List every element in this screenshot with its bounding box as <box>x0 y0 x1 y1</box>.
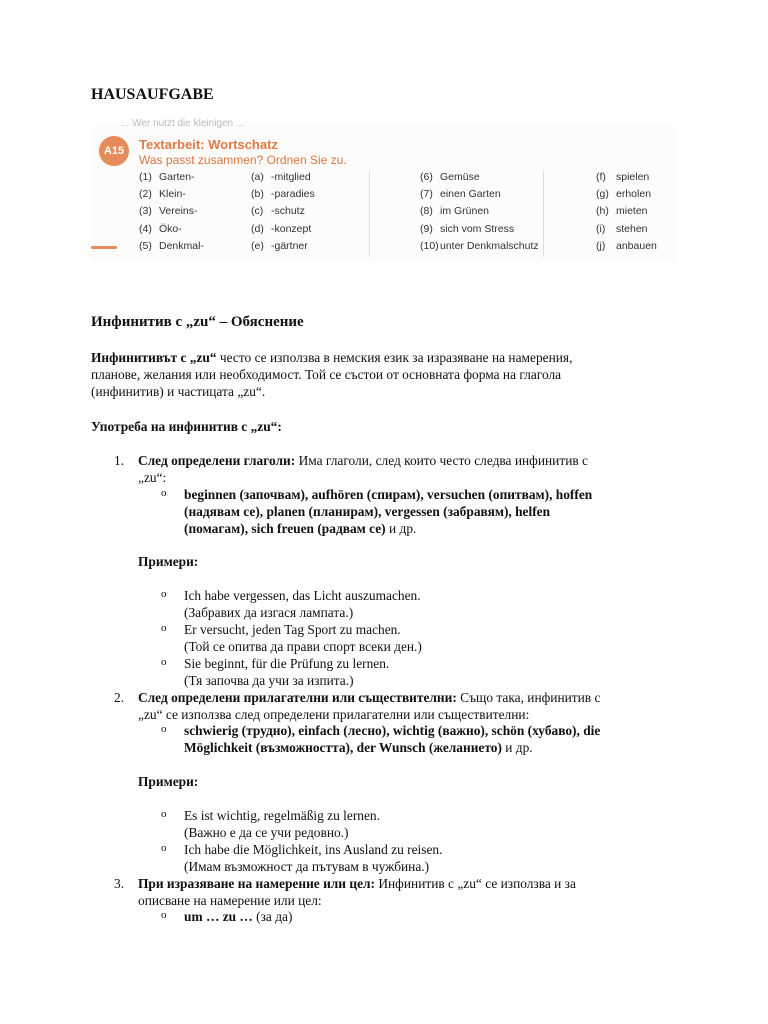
exercise-row: (10)unter Denkmalschutz <box>420 239 539 252</box>
list-item: След определени глаголи: Има глаголи, след които често следва инфинитив с „zu“: <box>138 453 588 485</box>
example-item: Er versucht, jeden Tag Sport zu machen. (Той се опитва да прави спорт всеки ден.) <box>184 622 422 654</box>
example-item: Es ist wichtig, regelmäßig zu lernen. (Важно е да се учи редовно.) <box>184 808 380 840</box>
example-item: Ich habe vergessen, das Licht auszumachen. (Забравих да изгася лампата.) <box>184 588 421 620</box>
exercise-row: (5) Denkmal- <box>139 239 204 252</box>
example-item: Ich habe die Möglichkeit, ins Ausland zu reisen. (Имам възможност да пътувам в чужбина.) <box>184 842 443 874</box>
bullet: o <box>161 909 167 921</box>
list-item: При изразяване на намерение или цел: Инфинитив с „zu“ се използва и за описване на намерение или цел: <box>138 876 576 908</box>
exercise-col-2 <box>251 171 315 257</box>
intro-line: (инфинитив) и частицата „zu“. <box>91 384 266 399</box>
usage-heading: Употреба на инфинитив с „zu“: <box>91 419 282 434</box>
exercise-row: (2) Klein- <box>139 188 186 201</box>
exercise-row: (a) -mitglied <box>251 171 311 183</box>
exercise-col-3 <box>420 171 539 257</box>
exercise-top-text: ... Wer nutzt die kleinigen ... <box>121 118 245 129</box>
exercise-row: (i) stehen <box>596 222 648 235</box>
exercise-col-4 <box>596 171 657 257</box>
exercise-row: (c) -schutz <box>251 205 305 218</box>
exercise-row: (4) Öko- <box>139 222 182 235</box>
exercise-subtitle: Was passt zusammen? Ordnen Sie zu. <box>139 153 347 167</box>
exercise-badge: A15 <box>99 136 129 166</box>
list-item: След определени прилагателни или съществителни: Също така, инфинитив с „zu“ се използва след определени прилагателни или съществителни: <box>138 690 601 722</box>
bullet: o <box>161 588 167 600</box>
bullet: o <box>161 487 167 499</box>
bullet: o <box>161 842 167 854</box>
intro-line: често се използва в немския език за изразяване на намерения, <box>216 350 573 365</box>
list-number: 3. <box>114 876 125 891</box>
exercise-row: (d) -konzept <box>251 222 312 235</box>
exercise-row: (8) im Grünen <box>420 205 490 218</box>
exercise-divider <box>543 171 544 257</box>
exercise-row: (b) -paradies <box>251 188 315 201</box>
exercise-col-1 <box>139 171 204 257</box>
exercise-divider <box>369 171 370 257</box>
intro-bold: Инфинитивът с „zu“ <box>91 350 217 365</box>
examples-label: Примери: <box>138 554 199 569</box>
exercise-row: (e) -gärtner <box>251 239 308 252</box>
examples-label: Примери: <box>138 774 199 789</box>
exercise-row: (1) Garten- <box>139 171 195 183</box>
exercise-row: (9) sich vom Stress <box>420 222 515 235</box>
exercise-accent-bar <box>91 246 117 249</box>
bullet: o <box>161 808 167 820</box>
list-number: 2. <box>114 690 125 705</box>
sub-list-item: um … zu … (за да) <box>184 909 293 924</box>
intro-line: планове, желания или необходимост. Той се състои от основната форма на глагола <box>91 367 562 382</box>
example-item: Sie beginnt, für die Prüfung zu lernen. (Тя започва да учи за изпита.) <box>184 656 390 688</box>
sub-list-item: beginnen (започвам), aufhören (спирам), versuchen (опитвам), hoffen (надявам се), planen (планирам), vergessen (забравям), helfen (помагам), sich freuen (радвам се) и др. <box>184 487 593 536</box>
list-number: 1. <box>114 453 125 468</box>
exercise-row: (3) Vereins- <box>139 205 198 218</box>
exercise-title: Textarbeit: Wortschatz <box>139 137 278 152</box>
sub-list-item: schwierig (трудно), einfach (лесно), wichtig (важно), schön (хубаво), die Möglichkeit (възможността), der Wunsch (желанието) и др. <box>184 723 601 755</box>
exercise-image <box>91 118 676 261</box>
exercise-row: (h) mieten <box>596 205 648 218</box>
exercise-row: (g) erholen <box>596 188 652 201</box>
page-title: HAUSAUFGABE <box>91 86 214 103</box>
bullet: o <box>161 723 167 735</box>
exercise-row: (6) Gemüse <box>420 171 480 183</box>
intro-paragraph <box>91 349 572 400</box>
exercise-row: (j) anbauen <box>596 239 657 252</box>
bullet: o <box>161 656 167 668</box>
section-heading: Инфинитив с „zu“ – Обяснение <box>91 314 304 330</box>
exercise-columns <box>139 171 679 257</box>
exercise-row: (f) spielen <box>596 171 650 183</box>
exercise-row: (7) einen Garten <box>420 188 501 201</box>
bullet: o <box>161 622 167 634</box>
